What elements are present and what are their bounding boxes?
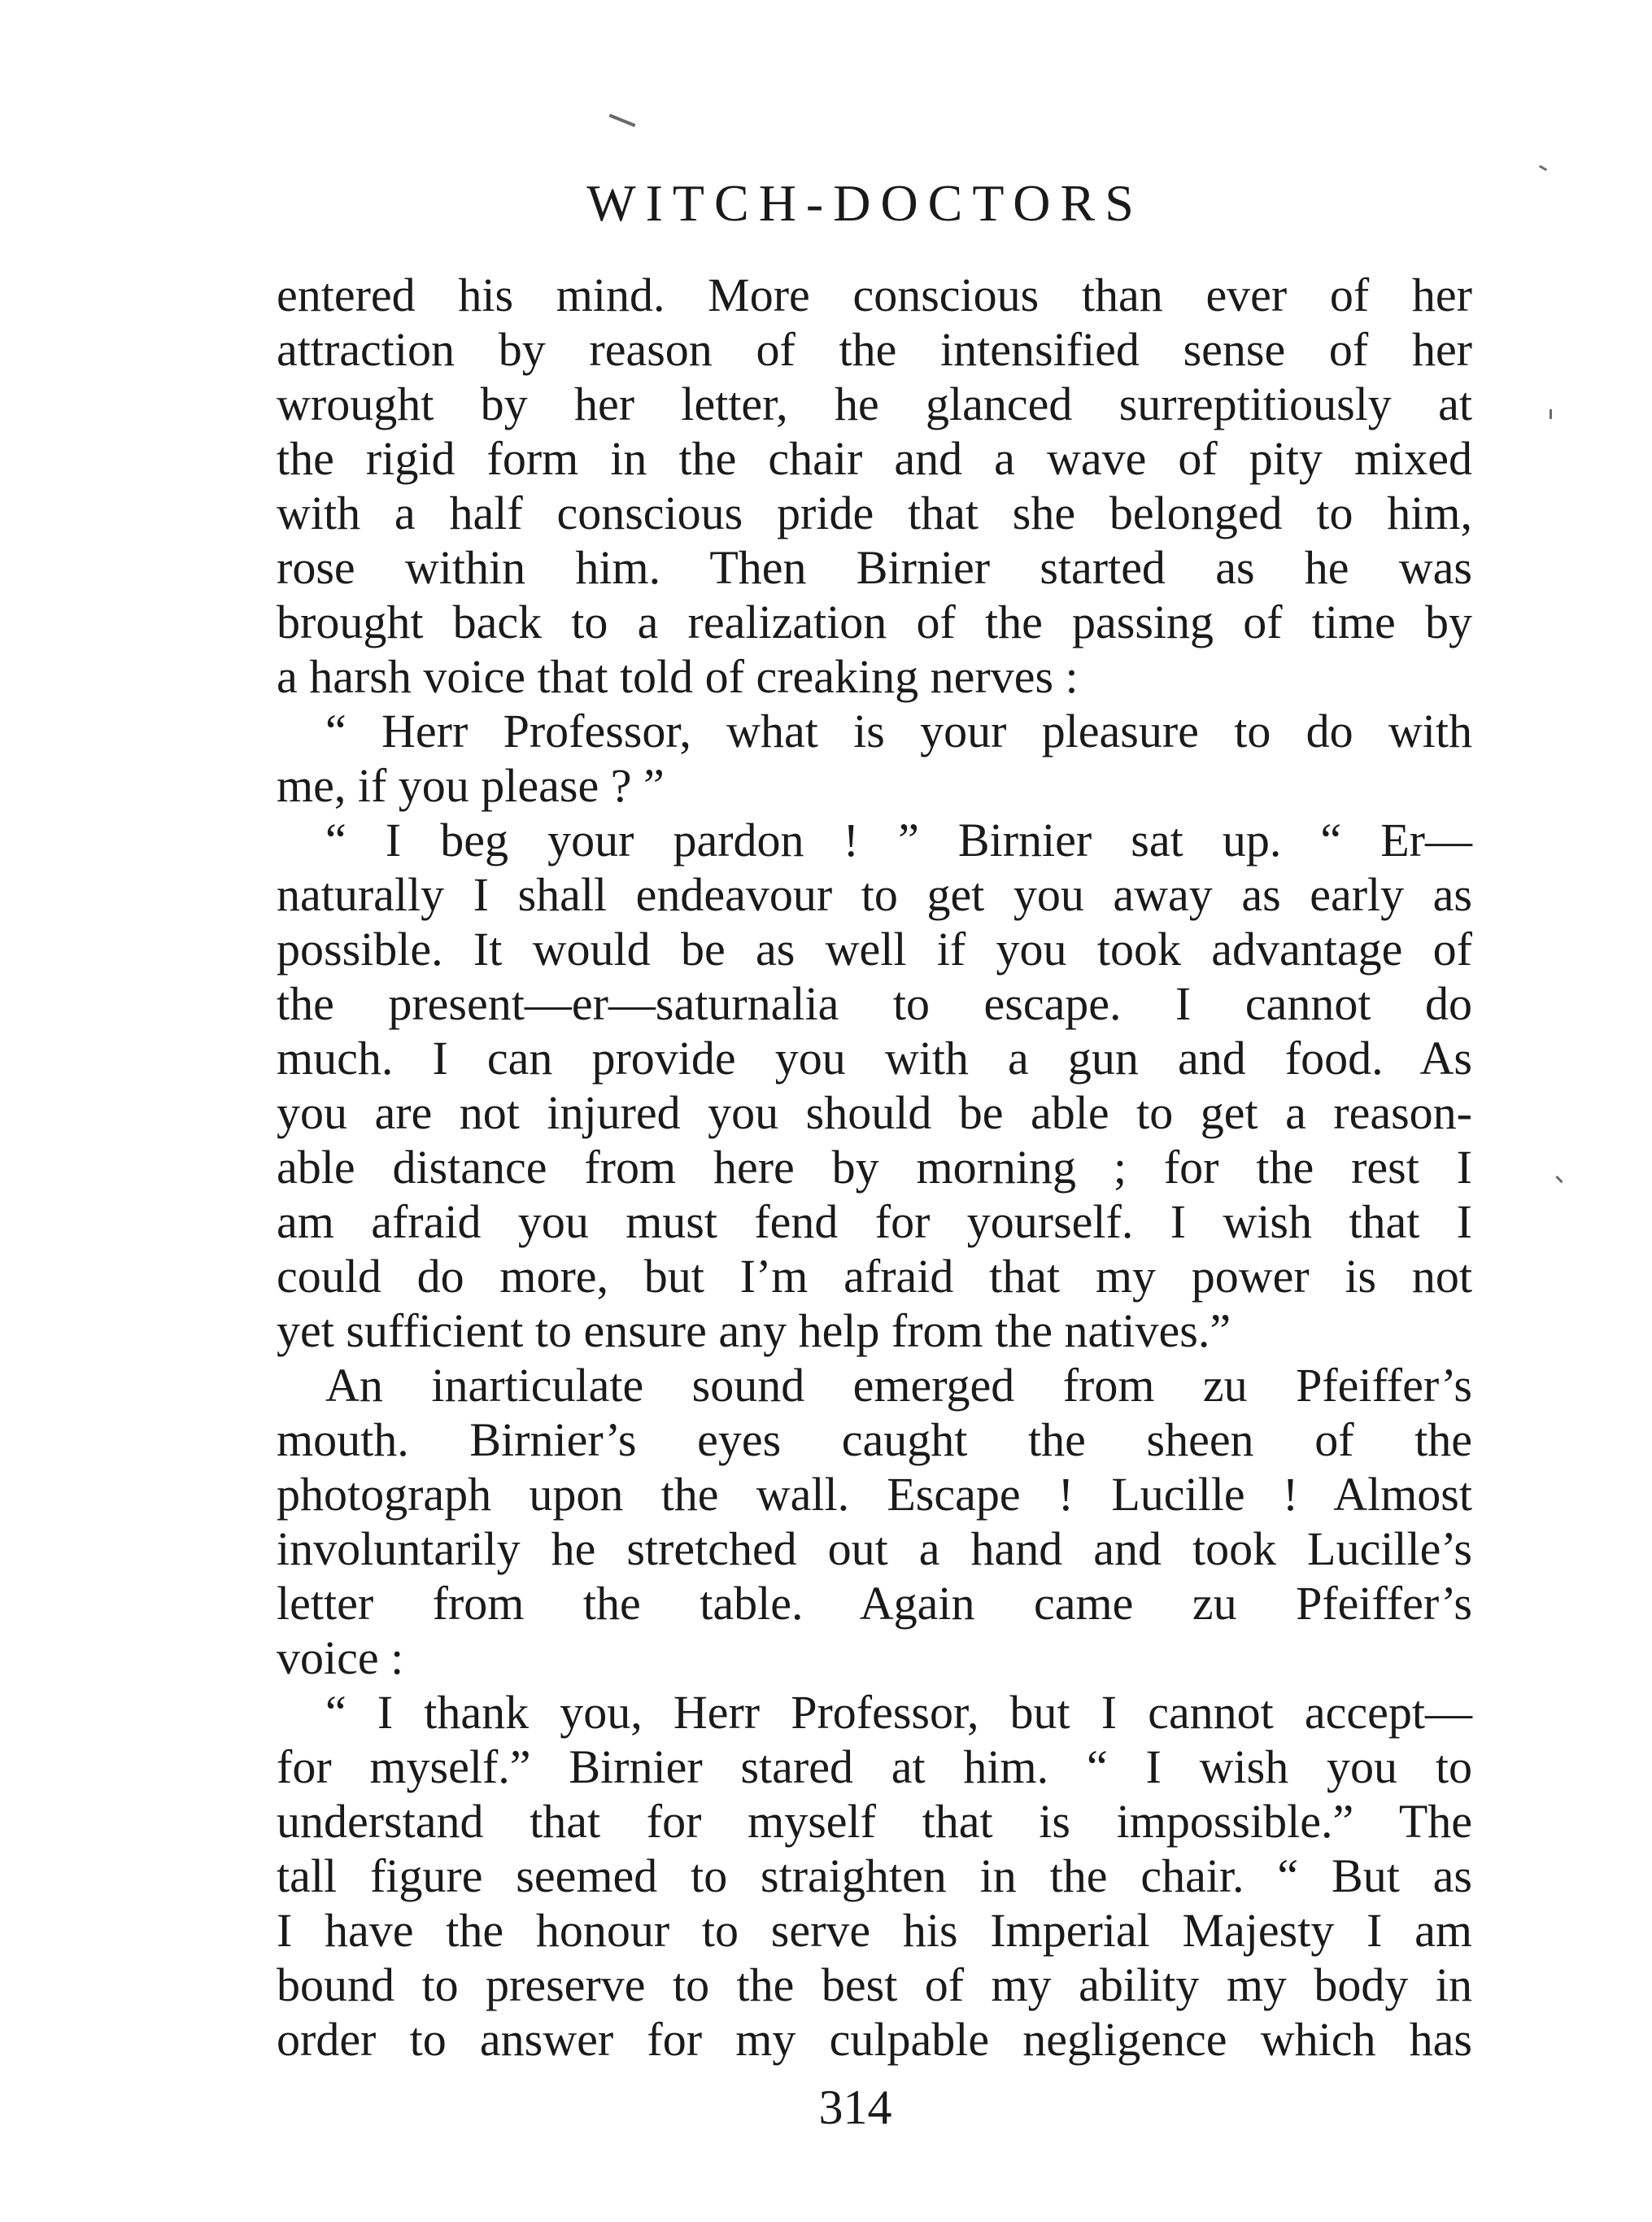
text-line: photograph upon the wall. Escape ! Lucille ! Almost	[277, 1468, 1472, 1521]
text-line: order to answer for my culpable negligence which has	[277, 2013, 1472, 2066]
scan-mark	[1555, 1176, 1563, 1183]
text-line: mouth. Birnier’s eyes caught the sheen of the	[277, 1413, 1472, 1466]
text-line: “ Herr Professor, what is your pleasure to do with	[325, 705, 1472, 757]
text-line: rose within him. Then Birnier started as he was	[277, 541, 1472, 594]
text-line: am afraid you must fend for yourself. I wish that I	[277, 1195, 1472, 1248]
text-line: voice :	[277, 1631, 404, 1684]
text-line: could do more, but I’m afraid that my power is not	[277, 1250, 1472, 1303]
page-number: 314	[818, 2080, 892, 2134]
text-line: possible. It would be as well if you took advantage of	[277, 923, 1472, 976]
text-line: involuntarily he stretched out a hand and took Lucille’s	[277, 1522, 1472, 1575]
text-line: tall figure seemed to straighten in the chair. “ But as	[277, 1849, 1472, 1902]
scan-mark	[608, 114, 635, 127]
text-line: I have the honour to serve his Imperial Majesty I am	[277, 1904, 1472, 1957]
text-line: me, if you please ? ”	[277, 759, 665, 812]
text-line: yet sufficient to ensure any help from the natives.”	[277, 1304, 1231, 1357]
text-line: naturally I shall endeavour to get you away as early as	[277, 868, 1472, 921]
text-line: understand that for myself that is impossible.” The	[277, 1795, 1472, 1848]
text-line: bound to preserve to the best of my ability my body in	[277, 1958, 1472, 2011]
text-line: a harsh voice that told of creaking nerves :	[277, 650, 1079, 703]
text-line: for myself.” Birnier stared at him. “ I wish you to	[277, 1740, 1472, 1793]
scan-mark	[1550, 409, 1552, 419]
text-line: “ I beg your pardon ! ” Birnier sat up. “ Er—	[325, 814, 1472, 867]
running-head: WITCH-DOCTORS	[586, 174, 1144, 232]
text-line: able distance from here by morning ; for the rest I	[277, 1141, 1472, 1194]
text-line: “ I thank you, Herr Professor, but I cannot accept—	[325, 1686, 1472, 1739]
text-line: wrought by her letter, he glanced surreptitiously at	[277, 378, 1472, 430]
text-line: entered his mind. More conscious than ever of her	[277, 268, 1472, 321]
text-line: you are not injured you should be able to get a reason-	[277, 1086, 1472, 1139]
text-line: much. I can provide you with a gun and food. As	[277, 1032, 1472, 1085]
text-line: attraction by reason of the intensified sense of her	[277, 323, 1472, 376]
text-line: the present—er—saturnalia to escape. I cannot do	[277, 977, 1472, 1030]
text-line: the rigid form in the chair and a wave of pity mixed	[277, 432, 1472, 485]
text-line: brought back to a realization of the passing of time by	[277, 596, 1472, 648]
text-line: An inarticulate sound emerged from zu Pfeiffer’s	[325, 1359, 1472, 1412]
text-line: with a half conscious pride that she belonged to him,	[277, 487, 1472, 539]
text-line: letter from the table. Again came zu Pfeiffer’s	[277, 1577, 1472, 1630]
